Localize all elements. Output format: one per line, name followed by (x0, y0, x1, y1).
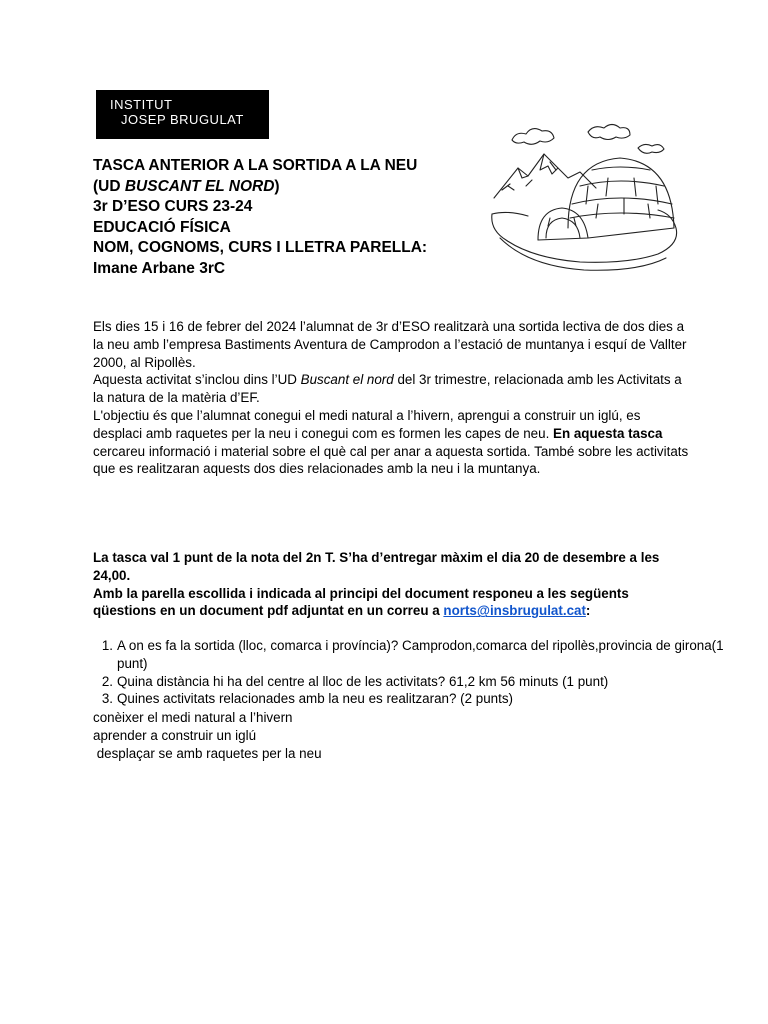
heading-course: 3r D’ESO CURS 23-24 (93, 198, 253, 215)
intro-paragraph-1: Els dies 15 i 16 de febrer del 2024 l’alumnat de 3r d’ESO realitzarà una sortida lectiva de dos dies a la neu amb l’empresa Bastiments Aventura de Camprodon a l’estació de muntanya i esquí de Vallter 2000, al Ripollès. (93, 319, 687, 370)
intro-p3-post: cercareu informació i material sobre el què cal per anar a aquesta sortida. També sobre les activitats que es realitzaran aquests dos dies relacionades amb la neu i la muntanya. (93, 443, 689, 477)
logo-line-2: JOSEP BRUGULAT (121, 112, 244, 127)
heading-name-prompt: NOM, COGNOMS, CURS I LLETRA PARELLA: (93, 239, 428, 256)
task-submission-colon: : (585, 603, 591, 619)
heading-unit-post: ) (274, 177, 280, 195)
question-number: 2. (101, 673, 113, 689)
heading-unit-pre: (UD (93, 177, 125, 195)
question-text: Quina distància hi ha del centre al lloc de les activitats? 61,2 km 56 minuts (1 punt) (117, 673, 609, 689)
school-logo (96, 90, 269, 139)
answer-line: conèixer el medi natural a l’hivern (93, 710, 293, 725)
intro-section (93, 318, 693, 478)
question-number: 1. (101, 638, 113, 653)
question-number: 3. (101, 691, 113, 707)
heading-subject: EDUCACIÓ FÍSICA (93, 218, 231, 236)
answer-line: aprender a construir un iglú (93, 727, 257, 743)
igloo-icon (488, 118, 684, 276)
question-item (93, 637, 733, 673)
question-item (93, 690, 733, 708)
question-item (93, 673, 733, 691)
intro-paragraph-3 (93, 407, 693, 478)
heading-student-name: Imane Arbane 3rC (93, 259, 226, 277)
logo-line-1: INSTITUT (110, 97, 173, 112)
intro-p2-post: del 3r trimestre, relacionada amb les Activitats a la natura de la matèria d’EF. (93, 372, 682, 406)
task-deadline: La tasca val 1 punt de la nota del 2n T. S’ha d’entregar màxim el dia 20 de desembre a les 24,00. (93, 550, 660, 583)
task-instructions (93, 549, 693, 620)
intro-paragraph-2 (93, 371, 693, 407)
intro-p2-pre: Aquesta activitat s’inclou dins l’UD (93, 372, 301, 388)
email-link[interactable]: norts@insbrugulat.cat (443, 603, 586, 619)
question-text: Quines activitats relacionades amb la neu es realitzaran? (2 punts) (117, 691, 513, 707)
task-submission-text: Amb la parella escollida i indicada al principi del document responeu a les següents qüestions en un document pdf adjuntat en un correu a (93, 585, 629, 619)
answers-section (93, 709, 693, 762)
answer-line: desplaçar se amb raquetes per la neu (93, 745, 322, 761)
task-submission (93, 585, 693, 621)
heading-title: TASCA ANTERIOR A LA SORTIDA A LA NEU (93, 157, 418, 174)
intro-p2-unit: Buscant el nord (300, 372, 394, 388)
document-heading (93, 156, 493, 279)
questions-list (93, 637, 733, 708)
intro-p3-bold: En aquesta tasca (553, 425, 663, 441)
heading-unit-name: BUSCANT EL NORD (124, 177, 275, 195)
heading-unit (93, 177, 493, 198)
intro-p3-pre: L'objectiu és que l’alumnat conegui el medi natural a l’hivern, aprengui a construir un iglú, es desplaci amb raquetes per la neu i conegui com es formen les capes de neu. (93, 407, 641, 441)
question-text: A on es fa la sortida (lloc, comarca i província)? Camprodon,comarca del ripollès,provincia de girona(1 punt) (117, 638, 724, 671)
